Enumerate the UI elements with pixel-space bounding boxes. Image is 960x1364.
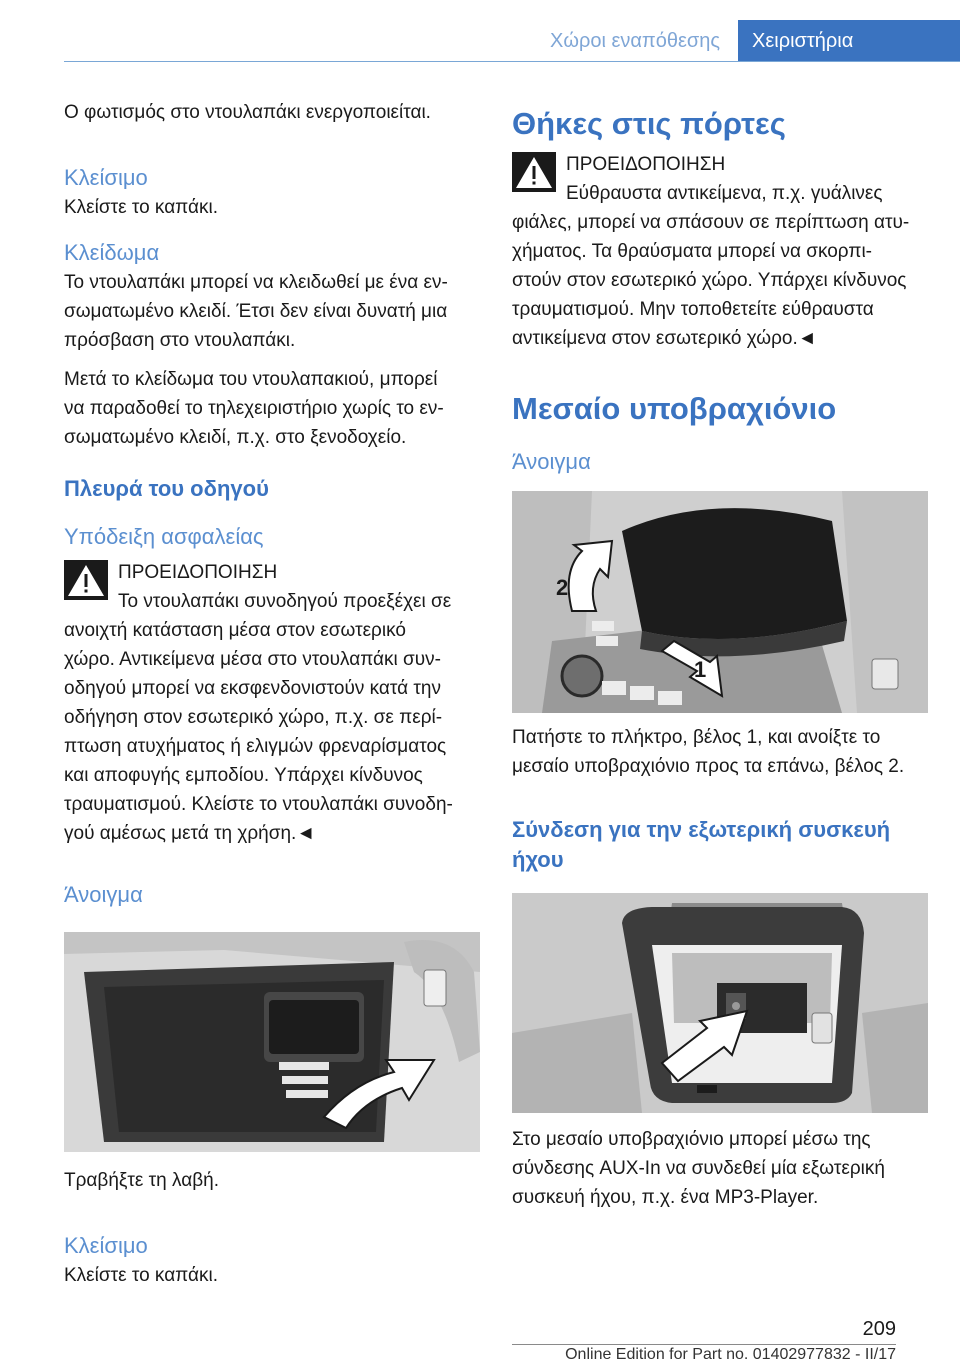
locking-heading: Κλείδωμα (64, 240, 160, 265)
glovebox-photo (64, 932, 480, 1152)
arrow-1-label: 1 (694, 657, 707, 682)
door-warning-label: ΠΡΟΕΙΔΟΠΟΙΗΣΗ (566, 154, 726, 175)
warning-icon (512, 152, 556, 192)
closing-heading: Κλείσιμο (64, 165, 148, 190)
armrest-photo (512, 491, 928, 713)
armrest-opening-heading: Άνοιγμα (512, 449, 591, 474)
door-pockets-heading: Θήκες στις πόρτες (512, 106, 786, 141)
page-header (0, 0, 960, 62)
header-rule (64, 61, 960, 62)
intro-text: Ο φωτισμός στο ντουλαπάκι ενεργοποιείται. (64, 102, 431, 123)
warning-first-line: Το ντουλαπάκι συνοδηγού προεξέχει σε (118, 591, 452, 612)
aux-photo (512, 893, 928, 1113)
aux-caption: Στο μεσαίο υποβραχιόνιο μπορεί μέσω της σύνδεσης AUX-In να συνδεθεί μία εξωτερική συσκευή ήχου, π.χ. ένα MP3-Player. (512, 1129, 885, 1208)
right-column (512, 104, 928, 1212)
footer-rule (512, 1344, 896, 1345)
section-tab: Χώροι εναπόθεσης (550, 30, 720, 52)
locking-paragraph-1: Το ντουλαπάκι μπορεί να κλειδωθεί με ένα εν- σωματωμένο κλειδί. Έτσι δεν είναι δυνατή μια πρόσβαση στο ντουλαπάκι. (64, 272, 448, 351)
aux-heading: Σύνδεση για την εξωτερική συσκευή ήχου (512, 817, 891, 872)
door-warning-first-line: Εύθραυστα αντικείμενα, π.χ. γυάλινες (566, 183, 883, 204)
closing-text: Κλείστε το καπάκι. (64, 197, 219, 218)
opening-heading: Άνοιγμα (64, 882, 143, 907)
arrow-2-label: 2 (556, 575, 569, 600)
armrest-caption: Πατήστε το πλήκτρο, βέλος 1, και ανοίξτε το μεσαίο υποβραχιόνιο προς τα επάνω, βέλος 2. (512, 727, 905, 777)
warning-text: ανοιχτή κατάσταση μέσα στον εσωτερικό χώρο. Αντικείμενα μέσα στο ντουλαπάκι συν- οδηγού μπορεί να εκσφενδονιστούν κατά την οδήγηση στον εσωτερικό χώρο, π.χ. σε περί- πτωση ατυχήματος ή ελιγμών φρεναρίσματος και αποφυγής εμποδίου. Υπάρχει κίνδυνος τραυματισμού. Κλείστε το ντουλαπάκι συνοδη- γού αμέσως μετά τη χρήση.◄ (64, 620, 453, 844)
door-warning-text: φιάλες, μπορεί να σπάσουν σε περίπτωση ατυ- χήματος. Τα θραύσματα μπορεί να σκορπι- στούν στον εσωτερικό χώρο. Υπάρχει κίνδυνος τραυματισμού. Μην τοποθετείτε εύθραυστα αντικείμενα στον εσωτερικό χώρο.◄ (512, 212, 910, 349)
left-column (64, 98, 480, 1290)
warning-block (64, 558, 480, 848)
closing-heading-2: Κλείσιμο (64, 1233, 148, 1258)
page-number: 209 (862, 1318, 896, 1340)
glovebox-caption: Τραβήξτε τη λαβή. (64, 1170, 219, 1191)
closing-text-2: Κλείστε το καπάκι. (64, 1265, 219, 1286)
locking-paragraph-2: Μετά το κλείδωμα του ντουλαπακιού, μπορεί να παραδοθεί το τηλεχειριστήριο χωρίς το εν- σωματωμένο κλειδί, π.χ. στο ξενοδοχείο. (64, 369, 444, 448)
warning-label: ΠΡΟΕΙΔΟΠΟΙΗΣΗ (118, 562, 278, 583)
driver-side-heading: Πλευρά του οδηγού (64, 476, 269, 501)
door-warning-block (512, 150, 928, 353)
armrest-heading: Μεσαίο υποβραχιόνιο (512, 391, 837, 426)
safety-heading: Υπόδειξη ασφαλείας (64, 524, 264, 549)
edition-text: Online Edition for Part no. 01402977832 - II/17 (565, 1346, 896, 1363)
warning-icon (64, 560, 108, 600)
chapter-tab: Χειριστήρια (738, 20, 960, 62)
